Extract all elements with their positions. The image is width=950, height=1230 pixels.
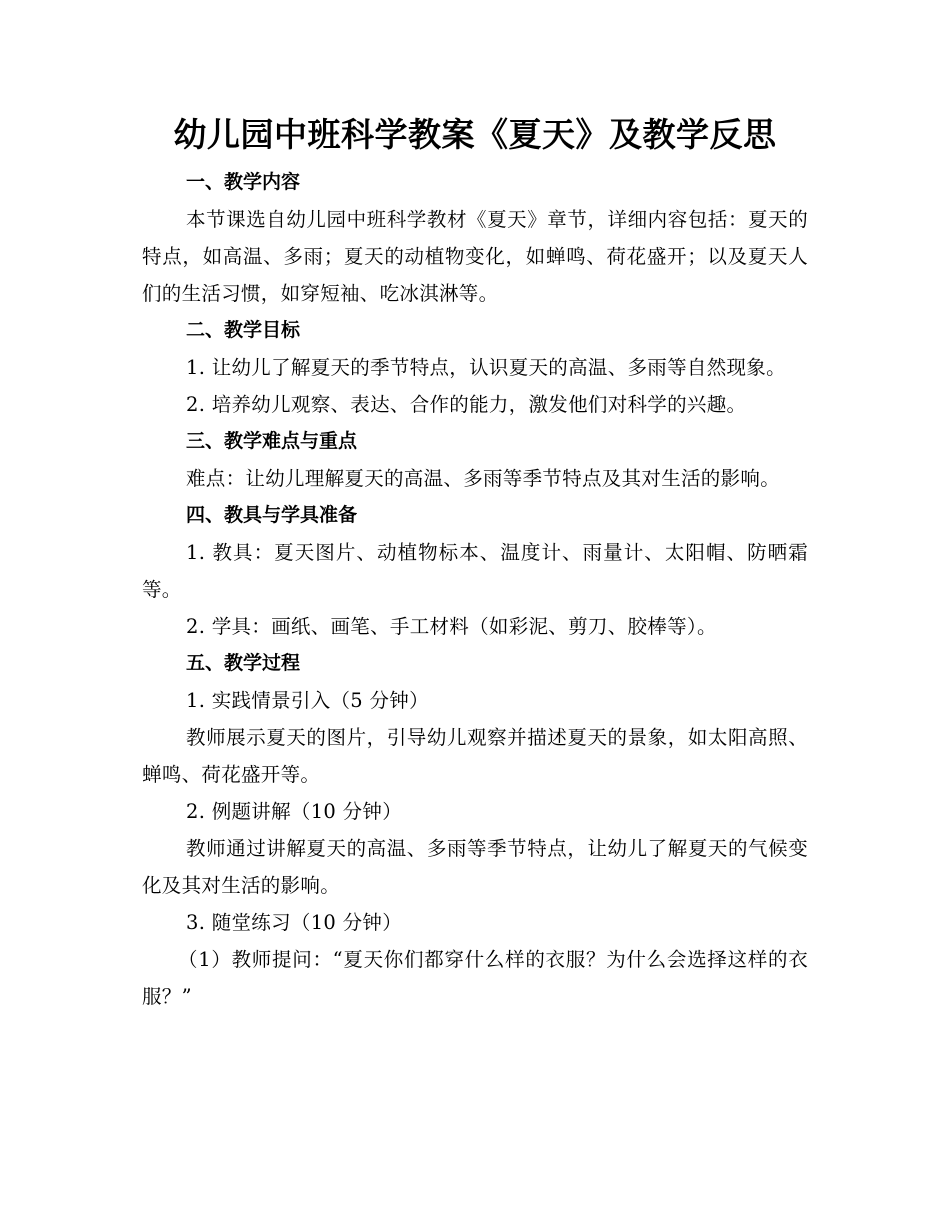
section-heading-materials: 四、教具与学具准备 [186, 504, 358, 526]
document-page [142, 112, 808, 1015]
paragraph-step-2-detail: 教师通过讲解夏天的高温、多雨等季节特点，让幼儿了解夏天的气候变化及其对生活的影响。 [142, 837, 808, 897]
paragraph-goal-1: 1. 让幼儿了解夏天的季节特点，认识夏天的高温、多雨等自然现象。 [186, 356, 786, 379]
paragraph-step-3-question: （1）教师提问：“夏天你们都穿什么样的衣服？为什么会选择这样的衣服？” [142, 948, 808, 1008]
paragraph-step-1: 1. 实践情景引入（5 分钟） [186, 689, 429, 712]
section-heading-process: 五、教学过程 [186, 652, 301, 674]
paragraph-step-2: 2. 例题讲解（10 分钟） [186, 800, 403, 823]
paragraph-teaching-aids: 1. 教具：夏天图片、动植物标本、温度计、雨量计、太阳帽、防晒霜等。 [142, 541, 808, 601]
section-heading-goals: 二、教学目标 [186, 319, 301, 341]
section-heading-key-points: 三、教学难点与重点 [186, 430, 358, 452]
paragraph-difficulty: 难点：让幼儿理解夏天的高温、多雨等季节特点及其对生活的影响。 [186, 467, 781, 490]
paragraph-step-3: 3. 随堂练习（10 分钟） [186, 911, 403, 934]
paragraph-goal-2: 2. 培养幼儿观察、表达、合作的能力，激发他们对科学的兴趣。 [186, 393, 747, 416]
paragraph-learning-aids: 2. 学具：画纸、画笔、手工材料（如彩泥、剪刀、胶棒等）。 [186, 615, 717, 638]
paragraph-content: 本节课选自幼儿园中班科学教材《夏天》章节，详细内容包括：夏天的特点，如高温、多雨；夏天的动植物变化，如蝉鸣、荷花盛开；以及夏天人们的生活习惯，如穿短袖、吃冰淇淋等。 [142, 208, 808, 305]
paragraph-step-1-detail: 教师展示夏天的图片，引导幼儿观察并描述夏天的景象，如太阳高照、蝉鸣、荷花盛开等。 [142, 726, 808, 786]
section-heading-content: 一、教学内容 [186, 171, 301, 193]
document-title: 幼儿园中班科学教案《夏天》及教学反思 [173, 115, 777, 154]
